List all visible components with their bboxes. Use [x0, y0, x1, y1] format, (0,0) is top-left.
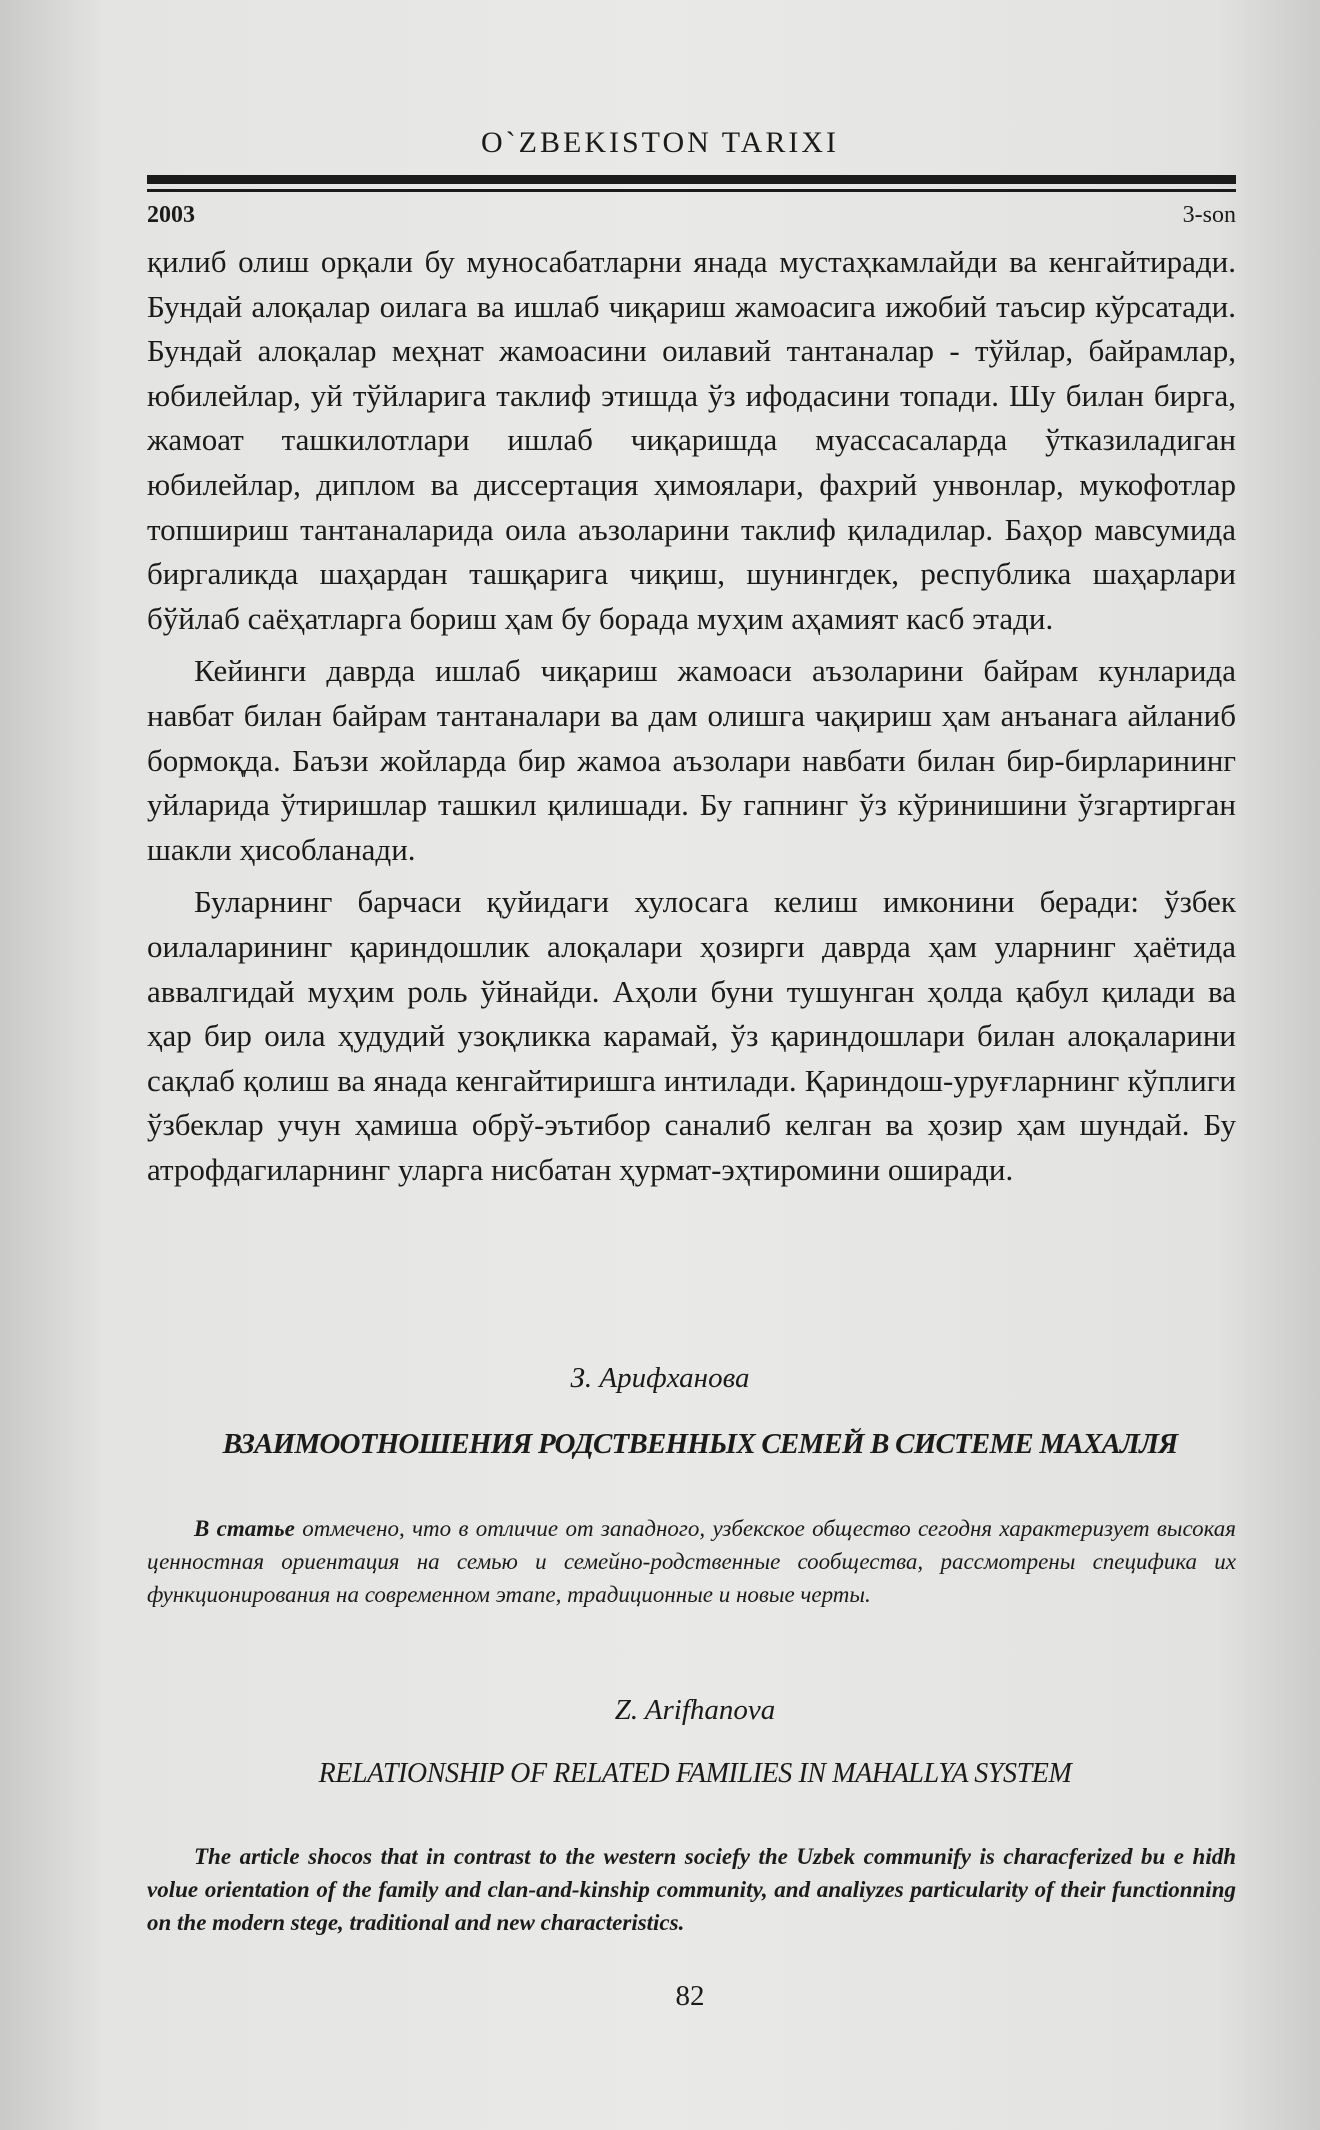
abstract-english: The article shocos that in contrast to the western sociefy the Uzbek communify is characferized bu e hidh volue orientation of the family and clan-and-kinship community, and analiyzes particularity of their functionning on the modern stege, traditional and new characteristics.	[147, 1844, 1236, 1935]
abstract-russian-lead: В статье	[194, 1516, 295, 1541]
header-rule-thick	[147, 175, 1236, 184]
journal-title: O`ZBEKISTON TARIXI	[481, 126, 839, 159]
body-paragraph: қилиб олиш орқали бу муносабатларни янада мустаҳкамлайди ва кенгайтиради. Бундай алоқалар оилага ва ишлаб чиқариш жамоасига ижобий таъсир кўрсатади. Бундай алоқалар меҳнат жамоасини оилавий тантаналар - тўйлар, байрамлар, юбилейлар, уй тўйларига таклиф этишда ўз ифодасини топади. Шу билан бирга, жамоат ташкилотлари ишлаб чиқаришда муассасаларда ўтказиладиган юбилейлар, диплом ва диссертация ҳимоялари, фахрий унвонлар, мукофотлар топшириш тантаналарида оила аъзоларини таклиф қиладилар. Баҳор мавсумида биргаликда шаҳардан ташқарига чиқиш, шунингдек, республика шаҳарлари бўйлаб саёҳатларга бориш ҳам бу борада муҳим аҳамият касб этади.	[147, 244, 1236, 636]
author-english: Z. Arifhanova	[614, 1694, 776, 1726]
author-russian: З. Арифханова	[570, 1362, 750, 1394]
issue-year: 2003	[147, 202, 195, 228]
article-body	[147, 240, 1236, 1200]
body-paragraph: Буларнинг барчаси қуйидаги хулосага келиш имконини беради: ўзбек оилаларининг қариндошлик алоқалари ҳозирги даврда ҳам уларнинг ҳаётида аввалгидай муҳим роль ўйнайди. Аҳоли буни тушунган ҳолда қабул қилади ва ҳар бир оила ҳудудий узоқликка карамай, ўз қариндошлари билан алоқаларини сақлаб қолиш ва янада кенгайтиришга интилади. Қариндош-уруғларнинг кўплиги ўзбеклар учун ҳамиша обрў-эътибор саналиб келган ва ҳозир ҳам шундай. Бу атрофдагиларнинг уларга нисбатан ҳурмат-эҳтиромини оширади.	[147, 884, 1236, 1187]
title-russian: ВЗАИМООТНОШЕНИЯ РОДСТВЕННЫХ СЕМЕЙ В СИСТЕМЕ МАХАЛЛЯ	[222, 1428, 1178, 1460]
header-rule-thin	[147, 189, 1236, 192]
body-paragraph: Кейинги даврда ишлаб чиқариш жамоаси аъзоларини байрам кунларида навбат билан байрам тантаналари ва дам олишга чақириш ҳам анъанага айланиб бормоқда. Баъзи жойларда бир жамоа аъзолари навбати билан бир-бирларининг уйларида ўтиришлар ташкил қилишади. Бу гапнинг ўз кўринишини ўзгартирган шакли ҳисобланади.	[147, 653, 1236, 867]
abstract-russian-text: отмечено, что в отличие от западного, узбекское общество сегодня характеризует высокая ценностная ориентация на семью и семейно-родственные сообщества, рассмотрены специфика их функционирования на современном этапе, традиционные и новые черты.	[147, 1516, 1236, 1607]
title-english: RELATIONSHIP OF RELATED FAMILIES IN MAHALLYA SYSTEM	[318, 1758, 1072, 1789]
abstract-russian	[147, 1512, 1236, 1611]
page-number: 82	[675, 1980, 705, 2012]
issue-number: 3-son	[1182, 202, 1236, 228]
